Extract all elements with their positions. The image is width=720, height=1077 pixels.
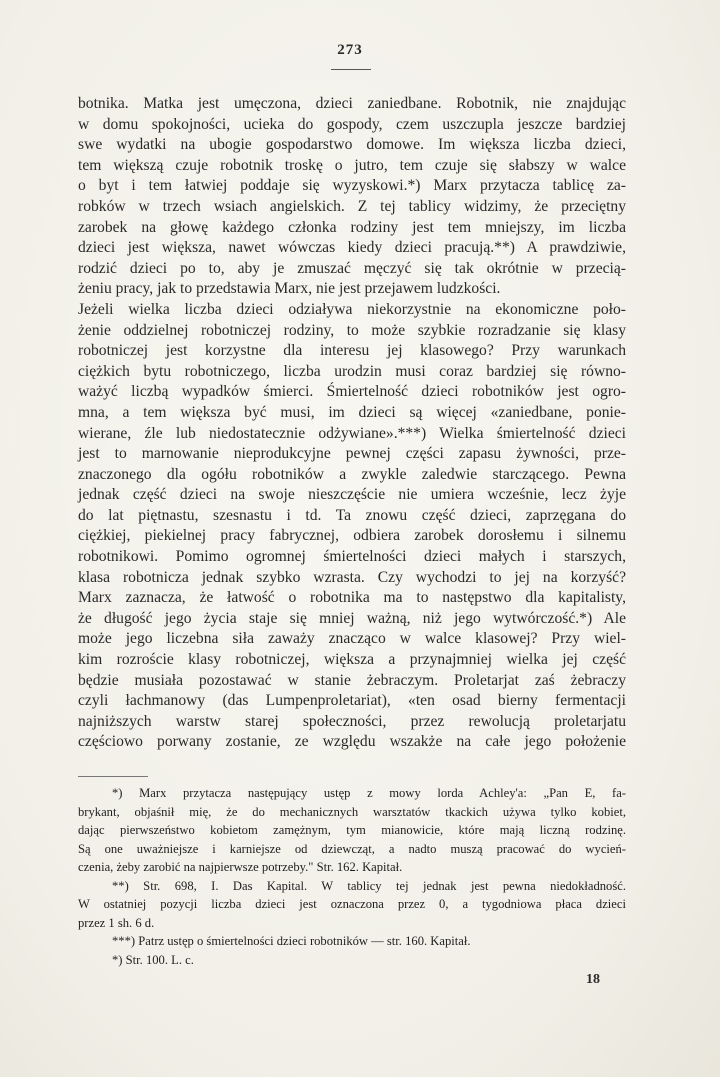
page-number: 273 [337, 42, 363, 58]
text-line: o byt i tem łatwiej poddaje się wyzyskowi.*) Marx przytacza tablicę za- [78, 177, 626, 195]
text-line: Jeżeli wielka liczba dzieci odziaływa niekorzystnie na ekonomiczne poło- [78, 300, 626, 318]
text-line: swe wydatki na ubogie gospodarstwo domowe. Im większa liczba dzieci, [78, 136, 626, 154]
page-number-rule [331, 69, 371, 70]
text-line: będzie musiała pozostawać w stanie żebraczym. Proletarjat zaś żebraczy [78, 671, 626, 689]
text-line: w domu spokojności, ucieka do gospody, czem uszczupla jeszcze bardziej [78, 115, 626, 133]
footnote-line: **) Str. 698, I. Das Kapital. W tablicy tej jednak jest pewna niedokładność. [112, 878, 626, 893]
footnotes [78, 784, 626, 969]
text-line: czyli łachmanowy (das Lumpenproletariat), «ten osad bierny fermentacji [78, 692, 626, 710]
text-line: robotniczej jest korzystne dla interesu jej klasowego? Przy warunkach [78, 342, 626, 360]
footnote-line: *) Marx przytacza następujący ustęp z mowy lorda Achley'a: „Pan E, fa- [112, 786, 626, 800]
printer-signature: 18 [586, 972, 600, 987]
footnote-line: W ostatniej pozycji liczba dzieci jest oznaczona przez 0, a tygodniowa płaca dzieci [78, 897, 626, 911]
text-line: robotnikowi. Pomimo ogromnej śmiertelności dzieci małych i starszych, [78, 548, 626, 566]
text-line: ciężkich bytu robotniczego, liczba urodzin musi coraz bardziej się równo- [78, 362, 626, 380]
text-line: najniższych warstw starej społeczności, przez rewolucją proletarjatu [78, 712, 626, 730]
text-line: jest to marnowanie nieprodukcyjne pewnej części zapasu żywności, prze- [78, 445, 626, 463]
text-line: robków w trzech wsiach angielskich. Z tej tablicy widzimy, że przeciętny [78, 197, 626, 215]
text-line: Marx zaznacza, że łatwość o robotnika ma to następstwo dla kapitalisty, [78, 589, 626, 607]
text-line: mna, a tem większa być musi, im dzieci są więcej «zaniedbane, ponie- [78, 403, 626, 421]
text-line: klasa robotnicza jednak szybko wzrasta. Czy wychodzi to jej na korzyść? [78, 568, 626, 586]
footnote-line: Są one uważniejsze i karniejsze od dziewcząt, a nadto muszą pracować do wycień- [78, 841, 626, 856]
text-line: częściowo porwany zostanie, ze względu wszakże na całe jego położenie [78, 733, 626, 751]
text-line: ważyć liczbą wypadków śmierci. Śmiertelność dzieci robotników jest ogro- [78, 383, 626, 401]
text-line: zarobek na głowę każdego członka rodziny jest tem mniejszy, im liczba [78, 218, 626, 236]
text-line: botnika. Matka jest umęczona, dzieci zaniedbane. Robotnik, nie znajdując [78, 95, 626, 112]
footnote-rule [78, 776, 148, 777]
text-line: kim rozroście klasy robotniczej, większa a przynajmniej wielka jej część [78, 651, 626, 669]
text-line: do lat piętnastu, szesnastu i td. Ta znowu część dzieci, zaprzęgana do [78, 506, 626, 524]
text-line: znaczonego dla ogółu robotników a zwykle zaledwie starczącego. Pewna [78, 465, 626, 483]
text-line: ciężkiej, piekielnej pracy fabrycznej, odbiera zarobek dorosłemu i silnemu [78, 527, 626, 545]
text-line: może jego liczebna siła zaważy znacząco w walce klasowej? Przy wiel- [78, 630, 626, 648]
footnote-line: brykant, objaśnił mię, że do mechanicznych warsztatów tkackich używa tylko kobiet, [78, 804, 626, 819]
text-line: że długość jego życia staje się mniej ważną, niż jego wytwórczość.*) Ale [78, 609, 626, 627]
footnote-line: przez 1 sh. 6 d. [78, 915, 155, 930]
text-line: jednak część dzieci na swoje nieszczęście nie umiera wcześnie, lecz żyje [78, 486, 626, 504]
footnote-line: *) Str. 100. L. c. [112, 952, 194, 967]
text-line: żeniu pracy, jak to przedstawia Marx, nie jest przejawem ludzkości. [78, 280, 501, 298]
text-line: żenie oddzielnej robotniczej rodziny, to może szybkie rozradzanie się klasy [78, 321, 626, 339]
text-line: rodzić dzieci po to, aby je zmuszać męczyć się tak okrótnie w przecią- [78, 259, 626, 277]
text-line: wierane, źle lub niedostatecznie odżywiane».***) Wielka śmiertelność dzieci [78, 424, 626, 442]
footnote-line: dając pierwszeństwo kobietom zamężnym, tym mianowicie, które mają liczną rodzinę. [78, 823, 626, 837]
text-line: tem większą czuje robotnik troskę o jutro, tem czuje się słabszy w walce [78, 156, 626, 174]
footnote-line: ***) Patrz ustęp o śmiertelności dzieci robotników — str. 160. Kapitał. [112, 934, 471, 948]
footnote-line: czenia, żeby zarobić na najpierwsze potrzeby." Str. 162. Kapitał. [78, 860, 403, 874]
text-line: dzieci jest większa, nawet wówczas kiedy dzieci pracują.**) A prawdziwie, [78, 239, 626, 257]
body-text [78, 94, 626, 753]
